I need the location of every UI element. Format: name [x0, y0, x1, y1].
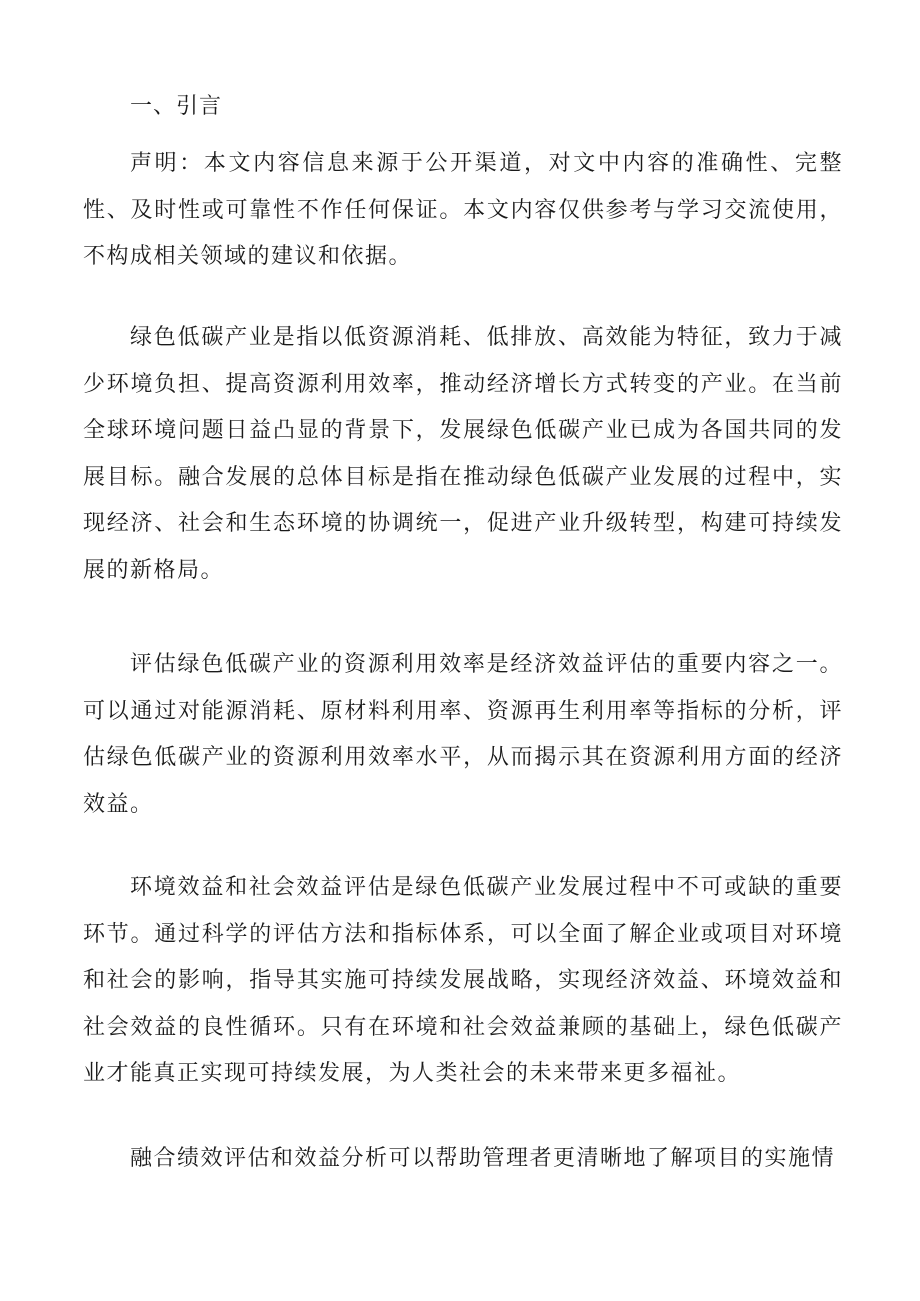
body-paragraph: 融合绩效评估和效益分析可以帮助管理者更清晰地了解项目的实施情: [130, 1146, 836, 1171]
body-paragraph: 绿色低碳产业是指以低资源消耗、低排放、高效能为特征，致力于减少环境负担、提高资源利用效率，推动经济增长方式转变的产业。在当前全球环境问题日益凸显的背景下，发展绿色低碳产业已成为各国共同的发展目标。融合发展的总体目标是指在推动绿色低碳产业发展的过程中，实现经济、社会和生态环境的协调统一，促进产业升级转型，构建可持续发展的新格局。: [83, 325, 843, 583]
section-heading: 一、引言: [130, 94, 223, 119]
body-paragraph: 环境效益和社会效益评估是绿色低碳产业发展过程中不可或缺的重要环节。通过科学的评估方法和指标体系，可以全面了解企业或项目对环境和社会的影响，指导其实施可持续发展战略，实现经济效益、环境效益和社会效益的良性循环。只有在环境和社会效益兼顾的基础上，绿色低碳产业才能真正实现可持续发展，为人类社会的未来带来更多福祉。: [83, 875, 843, 1086]
disclaimer-paragraph: 声明：本文内容信息来源于公开渠道，对文中内容的准确性、完整性、及时性或可靠性不作任何保证。本文内容仅供参考与学习交流使用，不构成相关领域的建议和依据。: [83, 151, 843, 269]
body-paragraph: 评估绿色低碳产业的资源利用效率是经济效益评估的重要内容之一。可以通过对能源消耗、原材料利用率、资源再生利用率等指标的分析，评估绿色低碳产业的资源利用效率水平，从而揭示其在资源利用方面的经济效益。: [83, 652, 843, 817]
